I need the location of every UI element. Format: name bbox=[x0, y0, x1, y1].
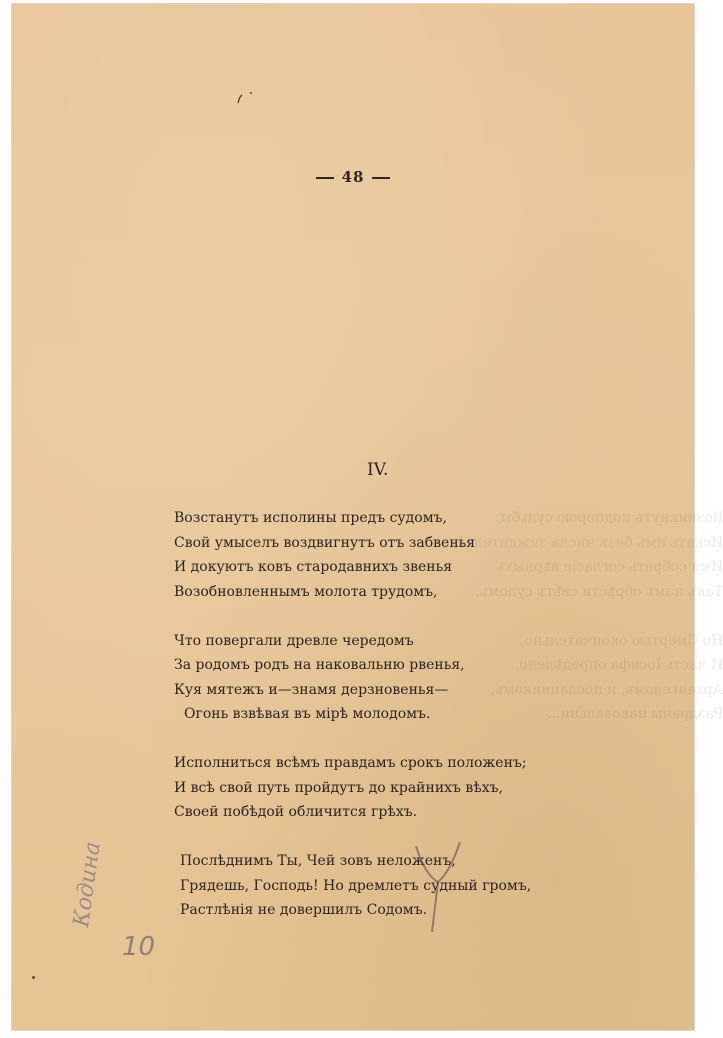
poem-line: За родомъ родъ на наковальню рвенья, bbox=[174, 657, 465, 673]
poem-line: И всѣ свой путь пройдутъ до крайнихъ вѣхъ, bbox=[174, 779, 503, 796]
poem-line: Возстанутъ исполины предъ судомъ, bbox=[174, 510, 447, 526]
stanza-2 bbox=[174, 629, 531, 727]
poem-line: Возобновленнымъ молота трудомъ, bbox=[174, 583, 438, 600]
poem bbox=[174, 506, 531, 947]
pencil-margin-number: 10 bbox=[122, 932, 156, 962]
poem-line: Своей побѣдой обличится грѣхъ. bbox=[174, 804, 418, 820]
paper-speck bbox=[250, 92, 252, 94]
poem-line: Послѣднимъ Ты, Чей зовъ неложенъ, bbox=[180, 853, 456, 869]
page-number-dash-right bbox=[372, 177, 390, 179]
pencil-margin-note: Кодина bbox=[69, 840, 106, 929]
poem-line: Свой умыселъ воздвигнутъ отъ забвенья bbox=[174, 534, 476, 551]
stanza-1 bbox=[174, 506, 531, 604]
show-through-text: Возникнутъ подпорою судьбы, Искать имъ безъ числа зиждителей, Имя собрать согласіе вѣрныхъ Такъ намъ обрѣсти свѣтъ судомъ. Но Смертью окончательно, И часть Іосифа опредѣлено, Архангеломъ, и посланникомъ, Раздраны наковальни... bbox=[452, 510, 723, 722]
poem-line: Растлѣнія не довершилъ Содомъ. bbox=[180, 902, 428, 918]
poem-line: И докуютъ ковъ стародавнихъ звенья bbox=[174, 559, 453, 575]
page-number-value: 48 bbox=[341, 168, 365, 186]
paper-page bbox=[12, 4, 723, 1030]
pencil-cross-mark bbox=[408, 836, 468, 936]
poem-line: Исполниться всѣмъ правдамъ срокъ положенъ; bbox=[174, 755, 527, 771]
page-number bbox=[12, 168, 694, 186]
section-numeral: IV. bbox=[367, 460, 389, 480]
paper-speck bbox=[32, 976, 35, 979]
page-number-dash-left bbox=[316, 177, 334, 179]
stanza-4 bbox=[174, 849, 531, 923]
stanza-3 bbox=[174, 751, 531, 825]
poem-line: Что повергали древле чередомъ bbox=[174, 632, 414, 649]
pencil-tick-mark bbox=[236, 94, 244, 104]
poem-line: Куя мятежъ и—знамя дерзновенья— bbox=[174, 681, 449, 698]
poem-line: Огонь взвѣвая въ мірѣ молодомъ. bbox=[184, 706, 431, 722]
poem-line: Грядешь, Господь! Но дремлетъ судный громъ, bbox=[180, 877, 532, 894]
